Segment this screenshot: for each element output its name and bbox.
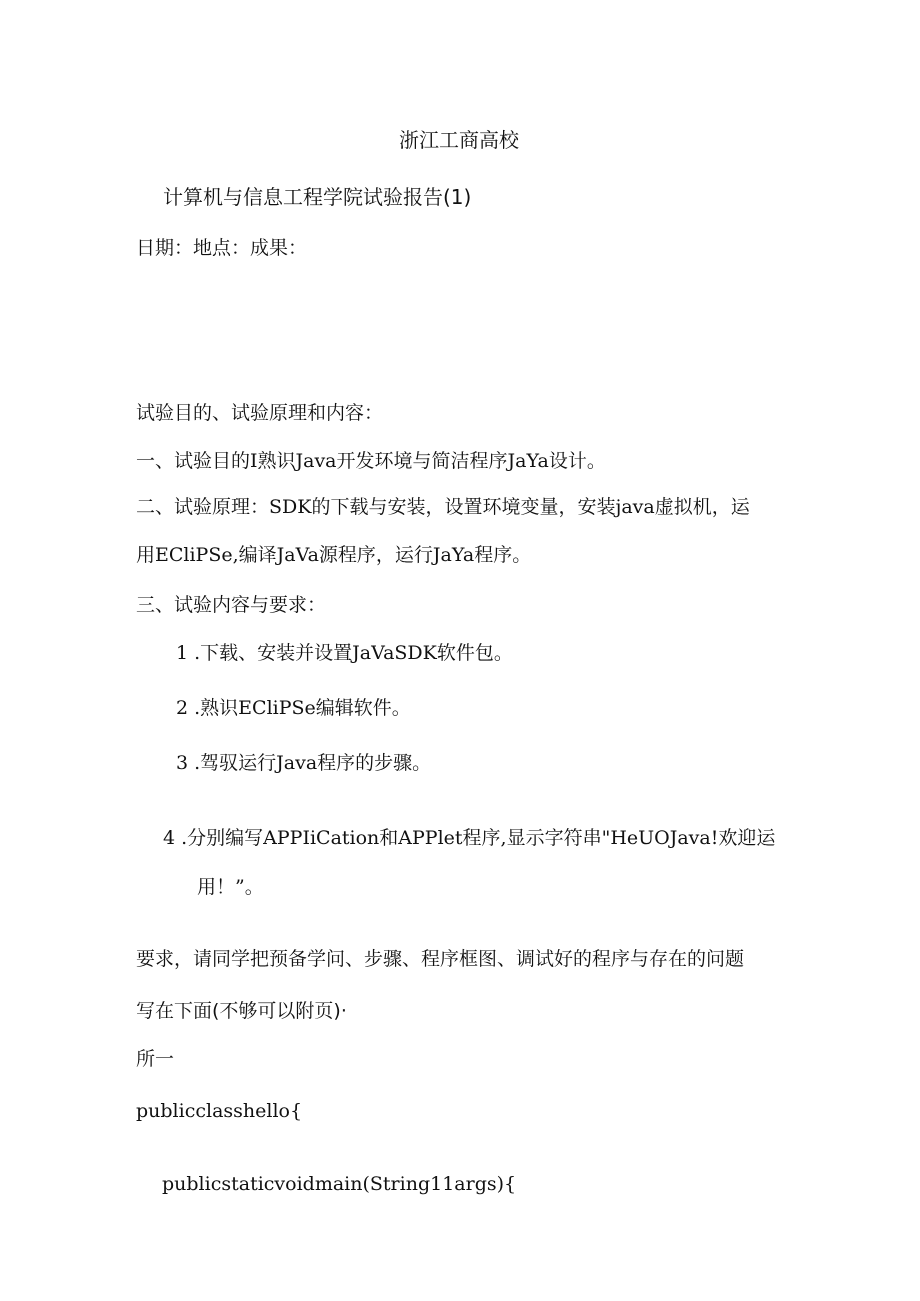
sub-item-4-line2: 用！”。 [197, 876, 264, 898]
code-line-2: publicstaticvoidmain(String11args){ [162, 1173, 517, 1195]
label-text: 所一 [136, 1048, 175, 1070]
principle-item-line2: 用ECliPSe,编译JaVa源程序，运行JaYa程序。 [136, 544, 532, 566]
principle-item-line1: 二、试验原理：SDK的下载与安装，设置环境变量，安装java虚拟机，运 [136, 496, 750, 518]
code-line-1: publicclasshello{ [136, 1100, 303, 1122]
meta-line: 日期：地点：成果： [136, 237, 308, 259]
school-name: 浙江工商高校 [399, 128, 519, 152]
requirement-line1: 要求，请同学把预备学问、步骤、程序框图、调试好的程序与存在的问题 [136, 948, 745, 970]
content-item-heading: 三、试验内容与要求： [136, 594, 327, 616]
purpose-item: 一、试验目的I熟识Java开发环境与简洁程序JaYa设计。 [136, 450, 606, 472]
section-heading: 试验目的、试验原理和内容： [136, 402, 384, 424]
report-title: 计算机与信息工程学院试验报告(1) [163, 185, 472, 209]
sub-item-2: 2 .熟识ECliPSe编辑软件。 [176, 697, 411, 719]
sub-item-3: 3 .驾驭运行Java程序的步骤。 [176, 752, 432, 774]
requirement-line2: 写在下面(不够可以附页)· [136, 1000, 347, 1022]
sub-item-1: 1 .下载、安装并设置JaVaSDK软件包。 [176, 642, 513, 664]
sub-item-4-line1: 4 .分别编写APPIiCation和APPlet程序,显示字符串"HeUOJava!欢迎运 [163, 827, 776, 849]
